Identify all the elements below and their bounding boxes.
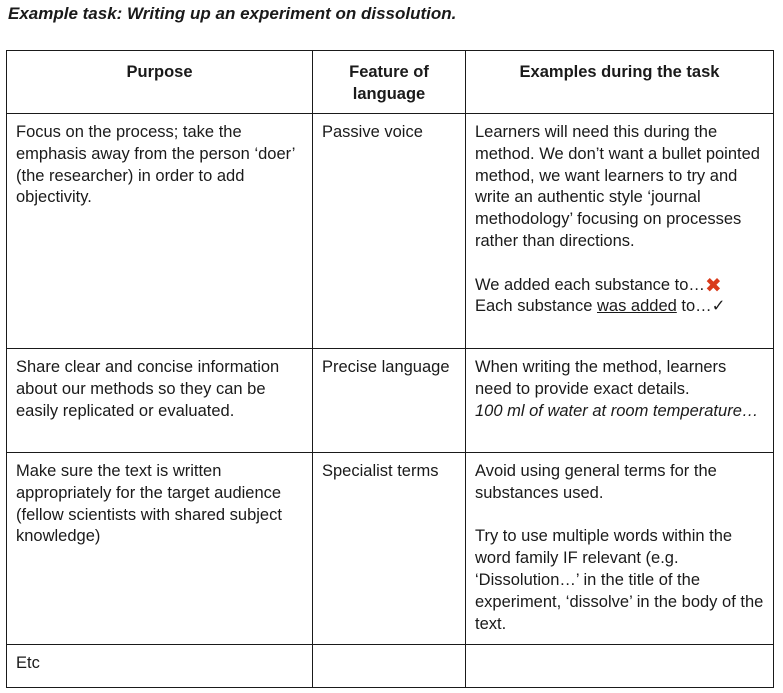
example-incorrect-text: We added each substance to…: [475, 275, 705, 294]
table-row: [7, 114, 774, 349]
cross-icon: ✖: [704, 274, 722, 297]
language-features-table: [6, 50, 774, 688]
purpose-cell: Share clear and concise information about our methods so they can be easily replicated or evaluated.: [7, 349, 313, 453]
example-correct: [475, 296, 764, 318]
check-icon: ✓: [711, 297, 726, 316]
feature-cell: [313, 645, 466, 688]
page-title: Example task: Writing up an experiment on dissolution.: [8, 4, 457, 23]
table-row: [7, 453, 774, 645]
examples-intro: When writing the method, learners need to provide exact details.: [475, 358, 727, 398]
table-row: [7, 645, 774, 688]
header-feature: Feature of language: [313, 51, 466, 114]
examples-cell: [466, 114, 774, 349]
feature-cell: Precise language: [313, 349, 466, 453]
examples-italic: 100 ml of water at room temperature…: [475, 401, 759, 420]
purpose-cell: Make sure the text is written appropriately for the target audience (fellow scientists with shared subject knowledge): [7, 453, 313, 645]
feature-cell: Specialist terms: [313, 453, 466, 645]
table-row: [7, 349, 774, 453]
example-correct-underlined: was added: [597, 297, 677, 316]
examples-cell: [466, 645, 774, 688]
purpose-cell: Etc: [7, 645, 313, 688]
examples-paragraph-1: Avoid using general terms for the substances used.: [475, 462, 717, 502]
example-correct-after: to…: [676, 297, 712, 316]
examples-paragraph-2: Try to use multiple words within the word family IF relevant (e.g. ‘Dissolution…’ in the title of the experiment, ‘dissolve’ in the body of the text.: [475, 527, 764, 633]
header-examples: Examples during the task: [466, 51, 774, 114]
examples-intro: Learners will need this during the method. We don’t want a bullet pointed method, we want learners to try and write an authentic style ‘journal methodology’ focusing on processes rather than directions.: [475, 123, 760, 250]
header-purpose: Purpose: [7, 51, 313, 114]
examples-cell: [466, 349, 774, 453]
feature-cell: Passive voice: [313, 114, 466, 349]
examples-cell: [466, 453, 774, 645]
example-incorrect: [475, 275, 764, 297]
purpose-cell: Focus on the process; take the emphasis away from the person ‘doer’ (the researcher) in order to add objectivity.: [7, 114, 313, 349]
example-correct-before: Each substance: [475, 297, 597, 316]
table-header-row: [7, 51, 774, 114]
